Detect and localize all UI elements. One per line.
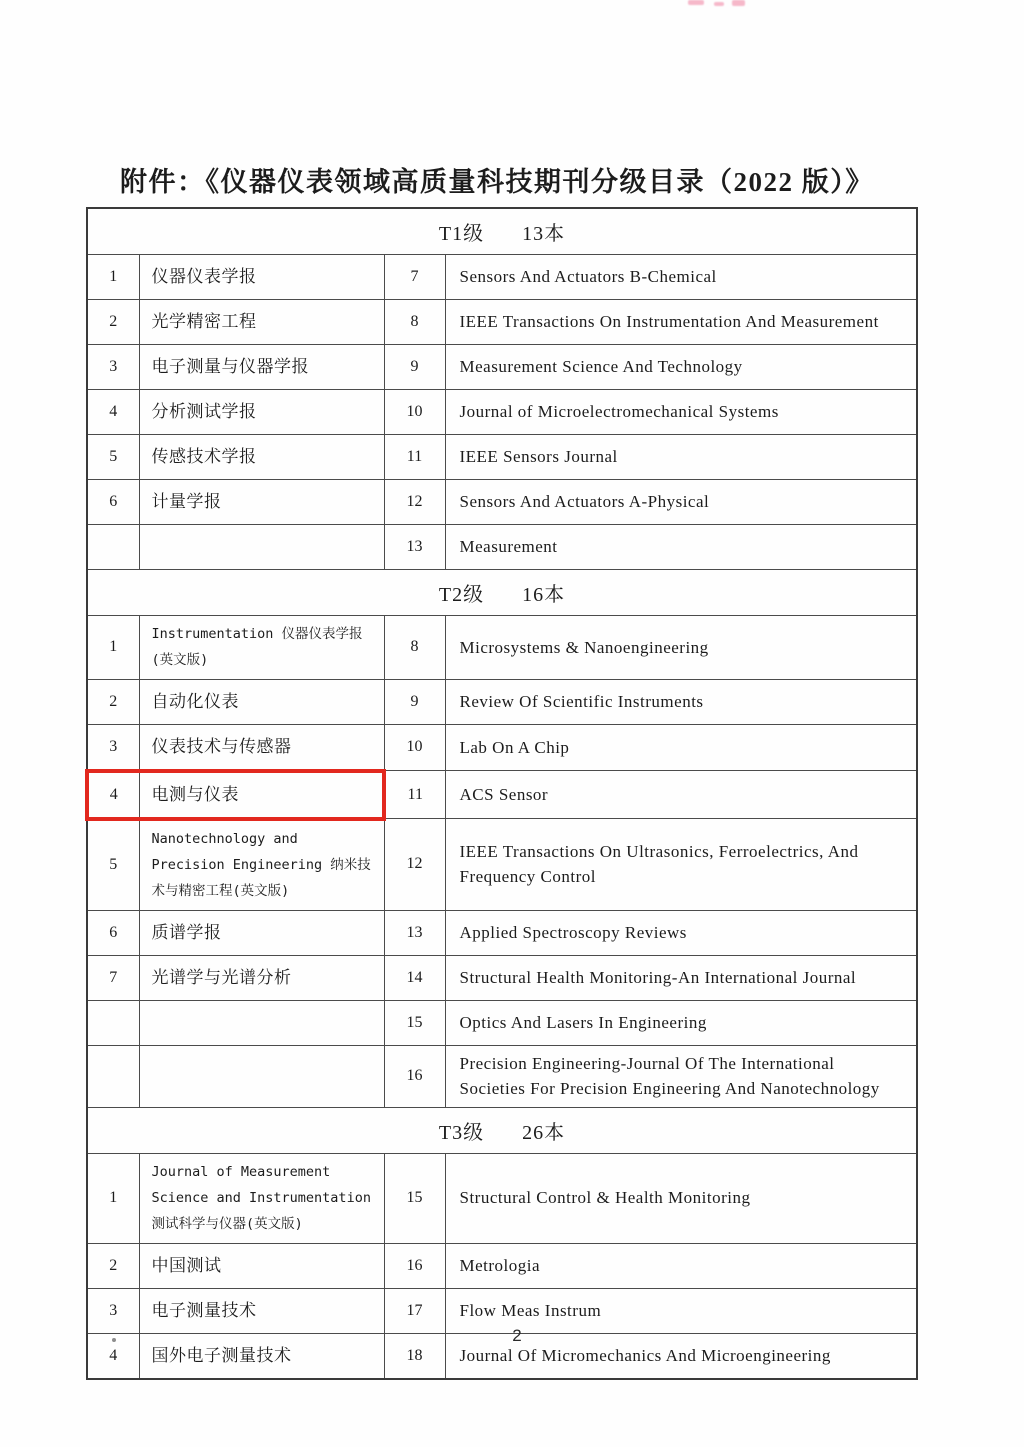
cell-right-name: Applied Spectroscopy Reviews (445, 910, 917, 955)
cell-left-name (139, 1000, 384, 1045)
journal-table-body (87, 208, 917, 1379)
section-level-label: T3级 (438, 1121, 485, 1144)
cell-left-name: 电测与仪表 (139, 771, 384, 819)
cell-right-num: 9 (384, 345, 445, 390)
stray-mark-icon (112, 1338, 116, 1342)
table-row (87, 525, 917, 570)
cell-left-num: 2 (87, 1243, 139, 1288)
cell-right-num: 13 (384, 910, 445, 955)
cell-right-name: IEEE Sensors Journal (445, 435, 917, 480)
cell-left-num: 2 (87, 679, 139, 724)
cell-left-num: 5 (87, 435, 139, 480)
table-row (87, 1243, 917, 1288)
cell-right-name: Sensors And Actuators A-Physical (445, 480, 917, 525)
cell-left-name: 仪器仪表学报 (139, 255, 384, 300)
cell-left-name: 电子测量技术 (139, 1288, 384, 1333)
stamp-mark-icon (732, 0, 745, 6)
cell-left-num (87, 1000, 139, 1045)
section-header (87, 570, 917, 616)
cell-right-num: 11 (384, 771, 445, 819)
cell-left-name: 传感技术学报 (139, 435, 384, 480)
cell-left-num: 1 (87, 255, 139, 300)
stamp-mark-icon (714, 2, 724, 6)
table-row (87, 955, 917, 1000)
cell-right-num: 8 (384, 616, 445, 680)
section-header-cell (87, 208, 917, 255)
cell-right-name: Metrologia (445, 1243, 917, 1288)
table-row (87, 679, 917, 724)
cell-right-name: Precision Engineering-Journal Of The International Societies For Precision Engineering And Nanotechnology (445, 1045, 917, 1107)
attachment-title: 附件：《仪器仪表领域高质量科技期刊分级目录（2022 版）》 (120, 167, 874, 197)
cell-right-num: 15 (384, 1000, 445, 1045)
cell-left-name: Instrumentation 仪器仪表学报(英文版) (139, 616, 384, 680)
cell-left-num: 4 (87, 771, 139, 819)
cell-right-num: 8 (384, 300, 445, 345)
table-row (87, 819, 917, 910)
cell-right-name: Journal of Microelectromechanical Systems (445, 390, 917, 435)
table-row (87, 724, 917, 771)
cell-right-name: Measurement (445, 525, 917, 570)
table-row (87, 1153, 917, 1243)
cell-right-num: 17 (384, 1288, 445, 1333)
table-row (87, 390, 917, 435)
cell-left-name: Nanotechnology and Precision Engineering 纳米技术与精密工程(英文版) (139, 819, 384, 910)
cell-right-num: 18 (384, 1333, 445, 1379)
cell-left-num: 3 (87, 724, 139, 771)
section-count-label: 13本 (522, 223, 566, 245)
section-header-cell (87, 570, 917, 616)
cell-right-num: 16 (384, 1243, 445, 1288)
cell-right-name: Lab On A Chip (445, 724, 917, 771)
cell-left-num: 6 (87, 480, 139, 525)
journal-table (85, 207, 918, 1380)
cell-left-num (87, 1045, 139, 1107)
table-row (87, 435, 917, 480)
cell-left-num: 4 (87, 1333, 139, 1379)
cell-left-num (87, 525, 139, 570)
cell-right-num: 10 (384, 724, 445, 771)
cell-right-name: Structural Control & Health Monitoring (445, 1153, 917, 1243)
cell-left-name: 自动化仪表 (139, 679, 384, 724)
cell-right-name: IEEE Transactions On Ultrasonics, Ferroelectrics, And Frequency Control (445, 819, 917, 910)
table-row (87, 345, 917, 390)
cell-right-num: 16 (384, 1045, 445, 1107)
cell-left-num: 3 (87, 1288, 139, 1333)
cell-right-name: Optics And Lasers In Engineering (445, 1000, 917, 1045)
cell-right-name: Journal Of Micromechanics And Microengineering (445, 1333, 917, 1379)
cell-left-name: 国外电子测量技术 (139, 1333, 384, 1379)
table-row (87, 300, 917, 345)
cell-right-num: 13 (384, 525, 445, 570)
section-level-label: T1级 (438, 223, 485, 245)
cell-left-name: 质谱学报 (139, 910, 384, 955)
cell-right-num: 10 (384, 390, 445, 435)
cell-left-num: 1 (87, 616, 139, 680)
cell-left-num: 2 (87, 300, 139, 345)
section-count-label: 26本 (522, 1121, 566, 1144)
section-header (87, 208, 917, 255)
table-row (87, 1000, 917, 1045)
cell-right-name: ACS Sensor (445, 771, 917, 819)
cell-left-num: 4 (87, 390, 139, 435)
section-level-label: T2级 (438, 584, 485, 606)
section-header (87, 1107, 917, 1153)
cell-right-name: Structural Health Monitoring-An International Journal (445, 955, 917, 1000)
stamp-mark-icon (688, 0, 704, 5)
cell-right-num: 11 (384, 435, 445, 480)
cell-right-name: Microsystems & Nanoengineering (445, 616, 917, 680)
cell-right-num: 14 (384, 955, 445, 1000)
highlighted-row (87, 771, 917, 819)
table-row (87, 910, 917, 955)
cell-left-name: 仪表技术与传感器 (139, 724, 384, 771)
cell-left-name: 光谱学与光谱分析 (139, 955, 384, 1000)
cell-right-name: Measurement Science And Technology (445, 345, 917, 390)
cell-right-num: 12 (384, 480, 445, 525)
cell-left-num: 1 (87, 1153, 139, 1243)
cell-right-name: Sensors And Actuators B-Chemical (445, 255, 917, 300)
cell-right-name: Review Of Scientific Instruments (445, 679, 917, 724)
cell-right-num: 9 (384, 679, 445, 724)
cell-right-num: 15 (384, 1153, 445, 1243)
cell-left-num: 6 (87, 910, 139, 955)
table-row (87, 255, 917, 300)
cell-left-name: 光学精密工程 (139, 300, 384, 345)
cell-left-name: 电子测量与仪器学报 (139, 345, 384, 390)
section-header-cell (87, 1107, 917, 1153)
cell-right-num: 7 (384, 255, 445, 300)
table-row (87, 1045, 917, 1107)
section-count-label: 16本 (522, 584, 566, 606)
table-row (87, 616, 917, 680)
cell-right-name: Flow Meas Instrum (445, 1288, 917, 1333)
cell-left-name: 分析测试学报 (139, 390, 384, 435)
page-number: 2 (512, 1326, 522, 1345)
cell-left-name: 计量学报 (139, 480, 384, 525)
cell-left-num: 5 (87, 819, 139, 910)
cell-right-num: 12 (384, 819, 445, 910)
cell-right-name: IEEE Transactions On Instrumentation And Measurement (445, 300, 917, 345)
cell-left-name (139, 1045, 384, 1107)
cell-left-name: Journal of Measurement Science and Instrumentation 测试科学与仪器(英文版) (139, 1153, 384, 1243)
table-row (87, 480, 917, 525)
cell-left-name (139, 525, 384, 570)
cell-left-num: 7 (87, 955, 139, 1000)
cell-left-name: 中国测试 (139, 1243, 384, 1288)
cell-left-num: 3 (87, 345, 139, 390)
